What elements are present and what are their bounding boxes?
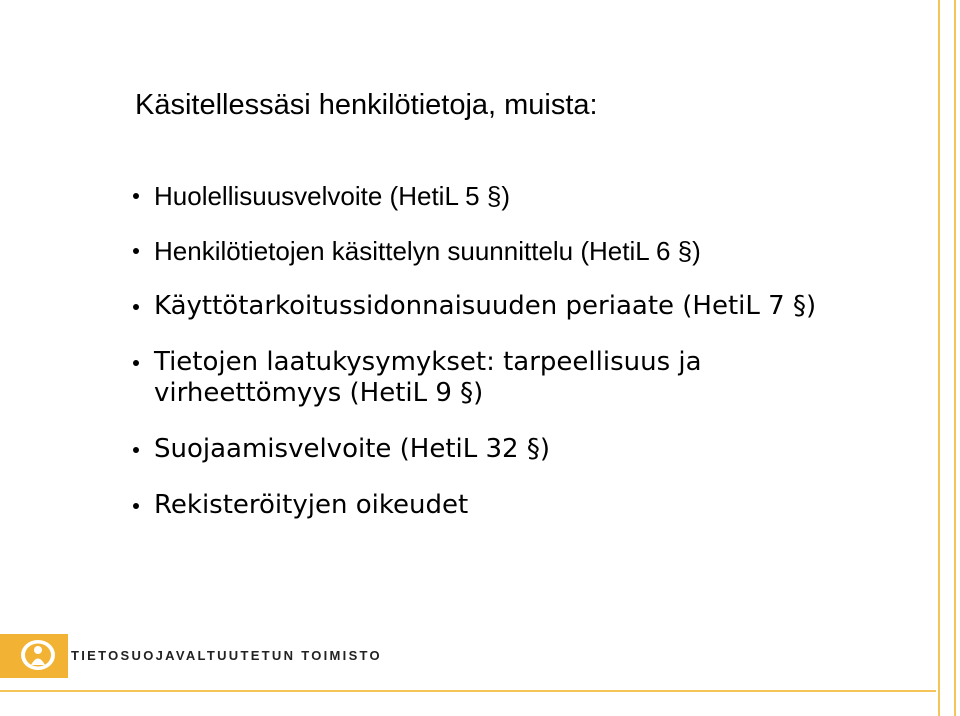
list-item-text: Käyttötarkoitussidonnaisuuden periaate (HetiL 7 §) — [154, 291, 817, 321]
list-item — [131, 291, 816, 322]
decorative-vertical-line-right — [954, 0, 956, 716]
list-item — [131, 347, 816, 409]
list-item-text: Huolellisuusvelvoite (HetiL 5 §) — [154, 181, 510, 211]
person-silhouette-icon — [8, 637, 62, 673]
list-item-text: Henkilötietojen käsittelyn suunnittelu (HetiL 6 §) — [154, 236, 701, 266]
bullet-dot-icon — [133, 193, 139, 199]
list-item-text: Rekisteröityjen oikeudet — [154, 490, 469, 520]
list-item — [131, 181, 816, 211]
bullet-dot-icon — [133, 248, 139, 254]
list-item-text: Suojaamisvelvoite (HetiL 32 §) — [154, 434, 551, 464]
bullet-dot-icon — [133, 360, 139, 366]
list-item — [131, 236, 816, 266]
list-item — [131, 490, 816, 521]
list-item-text: Tietojen laatukysymykset: tarpeellisuus ja — [154, 347, 702, 377]
decorative-vertical-line-left — [938, 0, 940, 716]
bullet-dot-icon — [133, 503, 139, 509]
organization-name: TIETOSUOJAVALTUUTETUN TOIMISTO — [71, 648, 382, 663]
footer-divider — [0, 690, 936, 692]
slide-title: Käsitellessäsi henkilötietoja, muista: — [135, 89, 598, 121]
bullet-dot-icon — [133, 447, 139, 453]
list-item — [131, 434, 816, 465]
bullet-dot-icon — [133, 304, 139, 310]
bullet-list — [131, 176, 816, 521]
list-item-text-continuation: virheettömyys (HetiL 9 §) — [154, 378, 484, 408]
